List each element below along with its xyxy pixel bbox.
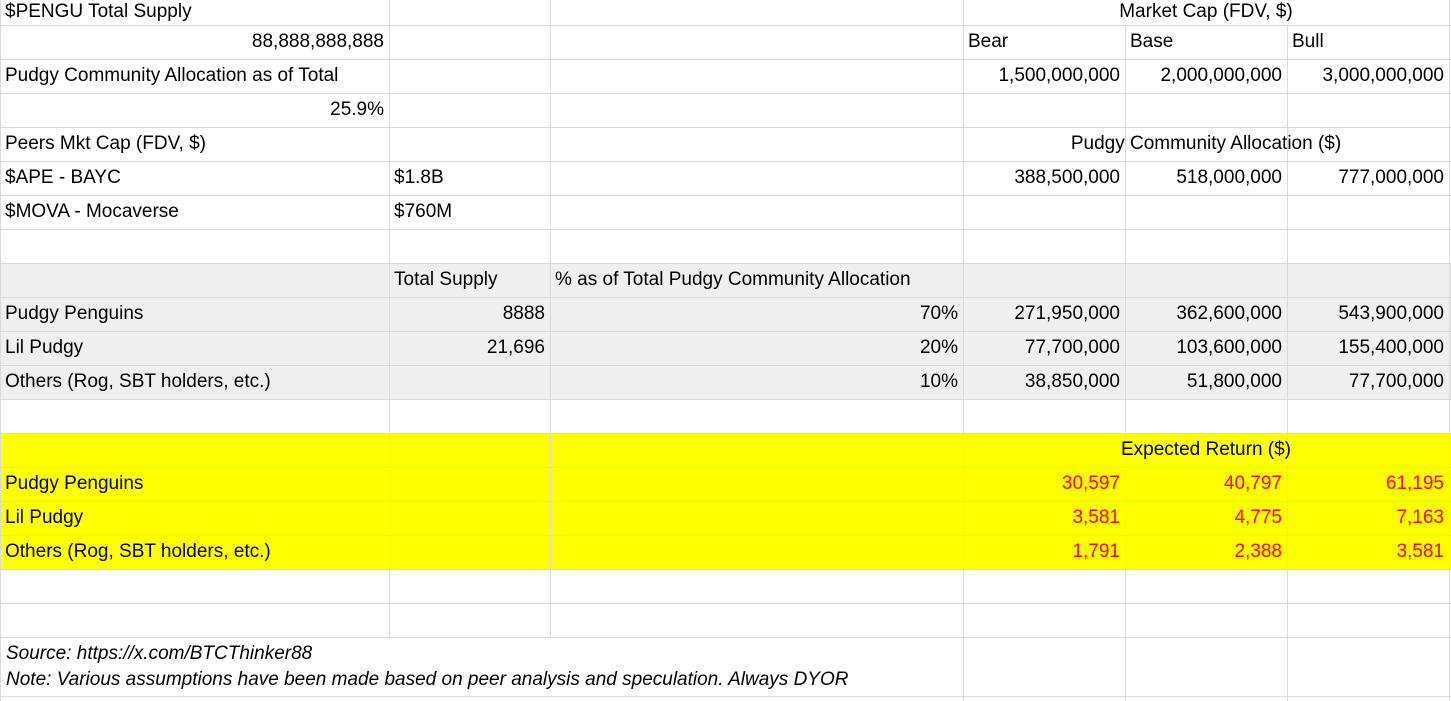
breakdown-row-bear[interactable]: 77,700,000 xyxy=(1024,337,1120,358)
return-row-base[interactable]: 40,797 xyxy=(1223,473,1282,494)
breakdown-row-pct[interactable]: 20% xyxy=(919,337,958,358)
scenario-base-header[interactable]: Base xyxy=(1130,31,1174,52)
community-allocation-base[interactable]: 518,000,000 xyxy=(1176,167,1282,188)
community-allocation-bear[interactable]: 388,500,000 xyxy=(1014,167,1120,188)
market-cap-bull[interactable]: 3,000,000,000 xyxy=(1322,65,1444,86)
return-row-bear[interactable]: 3,581 xyxy=(1072,507,1120,528)
return-row-bull[interactable]: 61,195 xyxy=(1385,473,1444,494)
breakdown-row-name[interactable]: Others (Rog, SBT holders, etc.) xyxy=(5,371,271,392)
return-row-bull[interactable]: 3,581 xyxy=(1396,541,1444,562)
scenario-bull-header[interactable]: Bull xyxy=(1292,31,1324,52)
breakdown-row-pct[interactable]: 70% xyxy=(919,303,958,324)
return-row-name[interactable]: Lil Pudgy xyxy=(5,507,84,528)
market-cap-base[interactable]: 2,000,000,000 xyxy=(1160,65,1282,86)
total-supply-header[interactable]: Total Supply xyxy=(394,269,498,290)
peers-label[interactable]: Peers Mkt Cap (FDV, $) xyxy=(5,133,206,154)
breakdown-row-supply[interactable]: 21,696 xyxy=(486,337,545,358)
breakdown-row-name[interactable]: Pudgy Penguins xyxy=(5,303,144,324)
community-allocation-bull[interactable]: 777,000,000 xyxy=(1338,167,1444,188)
breakdown-row-supply[interactable] xyxy=(389,365,550,399)
total-supply-label[interactable]: $PENGU Total Supply xyxy=(5,1,192,22)
breakdown-row-bull[interactable]: 155,400,000 xyxy=(1338,337,1444,358)
total-supply-value[interactable]: 88,888,888,888 xyxy=(251,31,384,52)
expected-return-title[interactable]: Expected Return ($) xyxy=(1120,439,1292,460)
breakdown-row-base[interactable]: 103,600,000 xyxy=(1176,337,1282,358)
breakdown-row-bear[interactable]: 38,850,000 xyxy=(1024,371,1120,392)
return-row-name[interactable]: Others (Rog, SBT holders, etc.) xyxy=(5,541,271,562)
peer-value[interactable]: $760M xyxy=(394,201,453,222)
breakdown-row-base[interactable]: 362,600,000 xyxy=(1176,303,1282,324)
source-note[interactable]: Source: https://x.com/BTCThinker88 xyxy=(6,643,313,664)
disclaimer-note[interactable]: Note: Various assumptions have been made based on peer analysis and speculation. Always DYOR xyxy=(6,669,849,690)
breakdown-row-supply[interactable]: 8888 xyxy=(502,303,545,324)
breakdown-row-name[interactable]: Lil Pudgy xyxy=(5,337,84,358)
market-cap-title[interactable]: Market Cap (FDV, $) xyxy=(1119,1,1293,22)
return-row-bull[interactable]: 7,163 xyxy=(1396,507,1444,528)
return-row-base[interactable]: 2,388 xyxy=(1234,541,1282,562)
pct-allocation-header[interactable]: % as of Total Pudgy Community Allocation xyxy=(555,269,911,290)
breakdown-row-bull[interactable]: 543,900,000 xyxy=(1338,303,1444,324)
breakdown-row-pct[interactable]: 10% xyxy=(919,371,958,392)
return-row-name[interactable]: Pudgy Penguins xyxy=(5,473,144,494)
return-row-base[interactable]: 4,775 xyxy=(1234,507,1282,528)
return-row-bear[interactable]: 30,597 xyxy=(1061,473,1120,494)
return-row-bear[interactable]: 1,791 xyxy=(1072,541,1120,562)
peer-name[interactable]: $MOVA - Mocaverse xyxy=(5,201,179,222)
breakdown-row-bear[interactable]: 271,950,000 xyxy=(1014,303,1120,324)
peer-value[interactable]: $1.8B xyxy=(394,167,444,188)
allocation-value[interactable]: 25.9% xyxy=(330,99,384,120)
breakdown-row-bull[interactable]: 77,700,000 xyxy=(1348,371,1444,392)
market-cap-bear[interactable]: 1,500,000,000 xyxy=(998,65,1120,86)
peer-name[interactable]: $APE - BAYC xyxy=(5,167,121,188)
scenario-bear-header[interactable]: Bear xyxy=(968,31,1009,52)
community-allocation-title[interactable]: Pudgy Community Allocation ($) xyxy=(1070,133,1342,154)
allocation-label[interactable]: Pudgy Community Allocation as of Total xyxy=(5,65,339,86)
breakdown-row-base[interactable]: 51,800,000 xyxy=(1186,371,1282,392)
